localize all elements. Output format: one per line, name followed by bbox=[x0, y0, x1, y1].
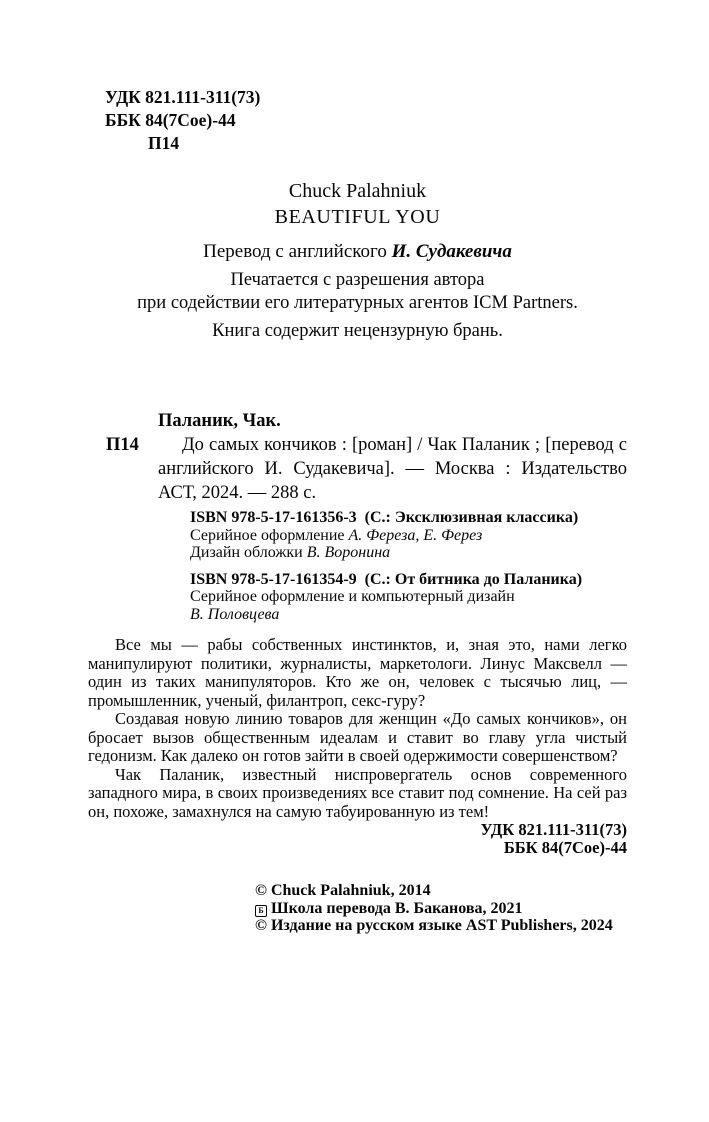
book-title-english: BEAUTIFUL YOU bbox=[274, 206, 441, 228]
copyright-line-translation-school bbox=[255, 900, 627, 918]
classification-codes-bottom bbox=[88, 821, 627, 856]
page-content bbox=[88, 0, 627, 935]
translation-credit bbox=[88, 240, 627, 264]
edition-2-block bbox=[190, 571, 627, 624]
edition-2-design-line: Серийное оформление и компьютерный дизайн bbox=[190, 588, 515, 605]
edition-1-cover-design bbox=[190, 544, 627, 562]
catalog-card-author: Паланик, Чак. bbox=[158, 411, 281, 431]
cover-design-label: Дизайн обложки bbox=[190, 544, 307, 561]
copyright-icon: © bbox=[255, 882, 267, 899]
copyright-author-text: Chuck Palahniuk, 2014 bbox=[270, 882, 431, 899]
udk-code-bottom: УДК 821.111-311(73) bbox=[480, 820, 627, 839]
permission-line-1: Печатается с разрешения автора bbox=[230, 270, 485, 290]
isbn-1: ISBN 978-5-17-161356-3 (С.: Эксклюзивная классика) bbox=[190, 509, 579, 526]
author-sign-code-card: П14 bbox=[106, 435, 139, 455]
copyright-line-publisher bbox=[255, 917, 627, 935]
annotation-paragraph-2: Создавая новую линию товаров для женщин «До самых кончиков», он бросает вызов общественным идеалам и ставит во главу угла чистый гедонизм. Как далеко он готов зайти в своей одержимости совершенством? bbox=[88, 709, 627, 765]
copyright-school-text: Школа перевода В. Баканова, 2021 bbox=[271, 899, 523, 917]
edition-1-series-design bbox=[190, 527, 627, 545]
copyright-block bbox=[255, 882, 627, 935]
annotation-paragraph-3: Чак Паланик, известный ниспровергатель основ современного западного мира, в своих произведениях все ставит под сомнение. На сей раз он, похоже, замахнулся на самую табуированную из тем! bbox=[88, 764, 627, 821]
classification-codes-top bbox=[105, 0, 627, 155]
cover-designer: В. Воронина bbox=[306, 544, 391, 561]
translation-credit-prefix: Перевод с английского bbox=[203, 241, 392, 262]
catalog-card bbox=[106, 409, 627, 505]
permission-line-2: при содействии его литературных агентов ICM Partners. bbox=[137, 293, 578, 313]
author-sign-code-top: П14 bbox=[148, 133, 180, 153]
author-name-english: Chuck Palahniuk bbox=[288, 180, 427, 202]
copyright-icon: © bbox=[255, 917, 267, 934]
udk-code-top: УДК 821.111-311(73) bbox=[105, 87, 261, 107]
copyright-publisher-text: Издание на русском языке AST Publishers, 2024 bbox=[270, 917, 613, 934]
annotation-paragraph-1: Все мы — рабы собственных инстинктов, и, зная это, нами легко манипулируют политики, журналисты, маркетологи. Линус Максвелл — один из таких манипуляторов. Кто же он, человек с тысячью лиц, — промышленник, ученый, филантроп, секс-гуру? bbox=[88, 635, 627, 710]
edition-2-designer: В. Половцева bbox=[190, 605, 280, 623]
translator-name: И. Судакевича bbox=[391, 241, 512, 262]
series-designers: А. Фереза, Е. Ферез bbox=[348, 526, 483, 544]
content-warning: Книга содержит нецензурную брань. bbox=[212, 321, 503, 341]
series-design-label: Серийное оформление bbox=[190, 526, 349, 544]
bbk-code-top: ББК 84(7Сое)-44 bbox=[105, 110, 236, 130]
bakanov-school-logo-icon: Б bbox=[255, 905, 267, 917]
isbn-2: ISBN 978-5-17-161354-9 (С.: От битника до Паланика) bbox=[190, 570, 583, 588]
edition-1-block bbox=[190, 509, 627, 562]
permission-note bbox=[88, 269, 627, 315]
annotation bbox=[88, 636, 627, 821]
title-block bbox=[88, 178, 627, 343]
bbk-code-bottom: ББК 84(7Сое)-44 bbox=[503, 837, 627, 857]
copyright-line-author bbox=[255, 882, 627, 900]
catalog-card-description: До самых кончиков : [роман] / Чак Паланик ; [перевод с английского И. Судакевича]. — Москва : Издательство АСТ, 2024. — 288 с. bbox=[158, 435, 627, 503]
